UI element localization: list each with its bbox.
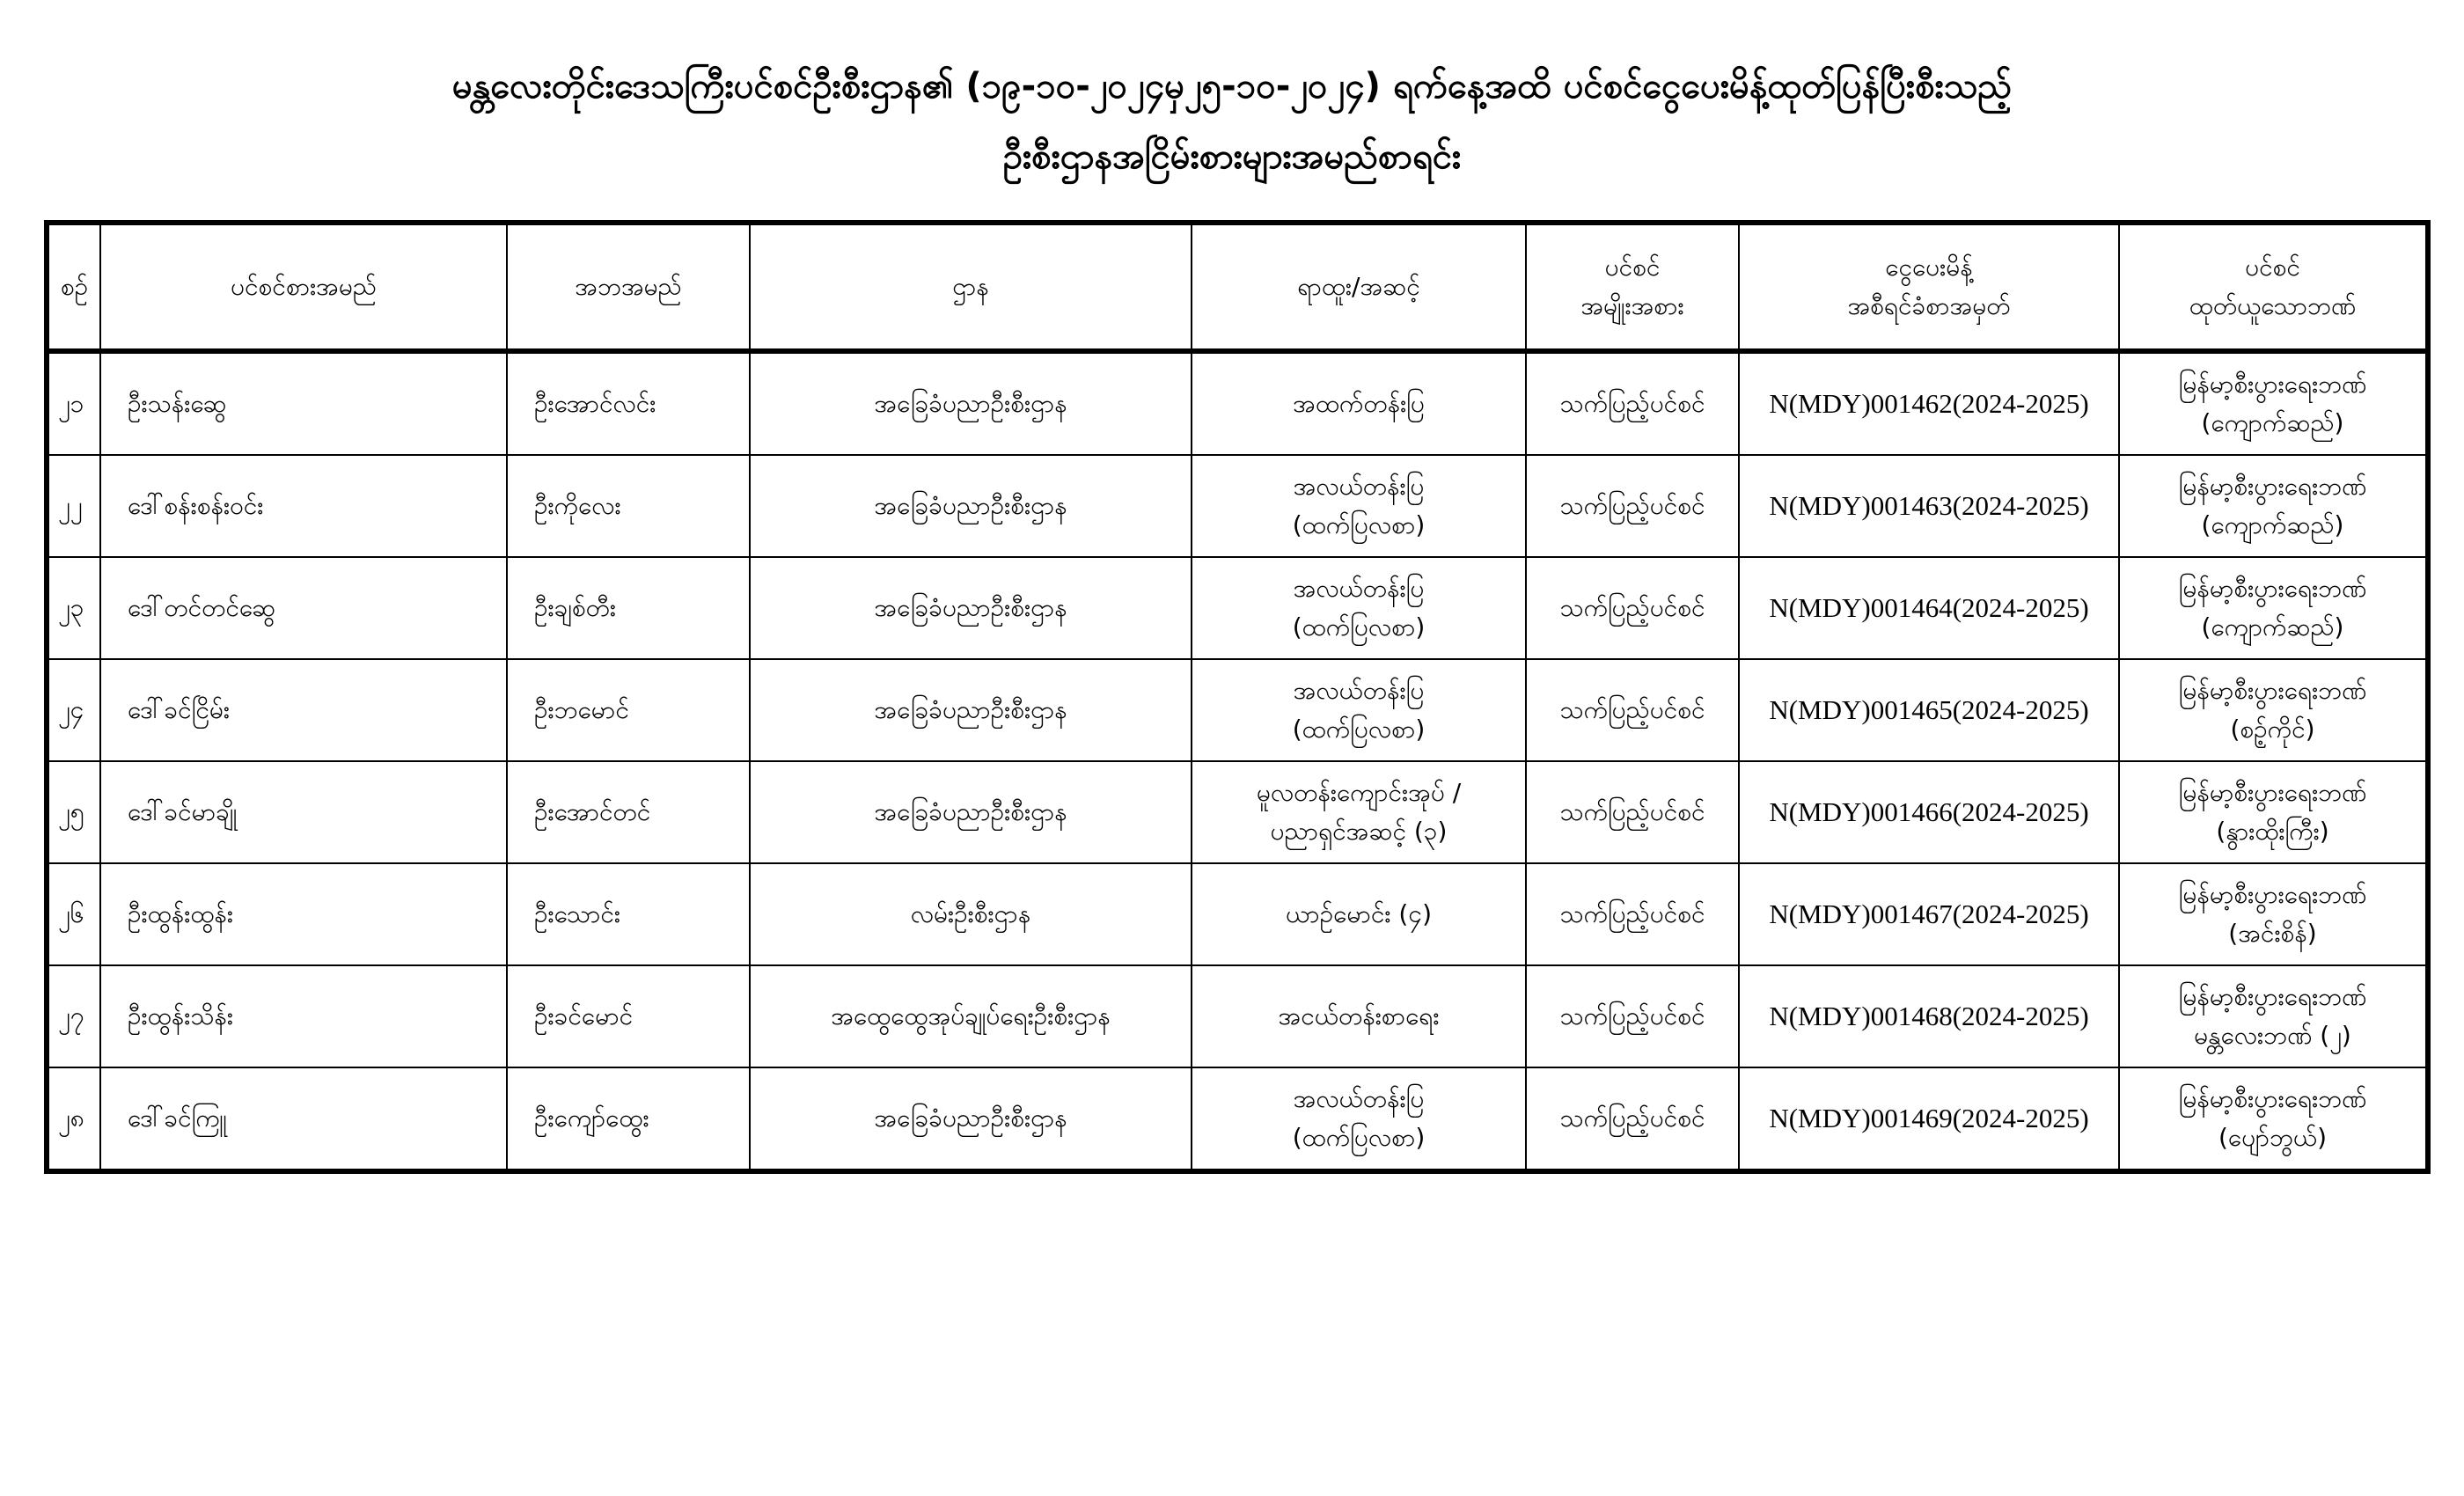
cell-line: ယာဉ်မောင်း (၄) bbox=[1285, 899, 1433, 928]
column-header-text: စဉ် bbox=[60, 272, 89, 301]
cell-pensioner: ဒေါ်စန်းစန်းဝင်း bbox=[100, 455, 507, 557]
table-header-row bbox=[47, 223, 2428, 351]
table-row bbox=[47, 659, 2428, 761]
cell-line: မြန်မာ့စီးပွားရေးဘဏ် bbox=[2178, 1084, 2367, 1113]
cell-line: (ကျောက်ဆည်) bbox=[2201, 510, 2344, 539]
cell-line: မန္တလေးဘဏ် (၂) bbox=[2194, 1021, 2351, 1050]
column-header-father bbox=[507, 223, 750, 351]
cell-father: ဦးအောင်လင်း bbox=[507, 351, 750, 455]
cell-pensioner: ဒေါ်တင်တင်ဆွေ bbox=[100, 557, 507, 659]
cell-pensioner: ဒေါ်ခင်ငြိမ်း bbox=[100, 659, 507, 761]
cell-pension-type: သက်ပြည့်ပင်စင် bbox=[1526, 1067, 1739, 1171]
column-header-no bbox=[47, 223, 100, 351]
cell-line: အလယ်တန်းပြ bbox=[1293, 574, 1425, 603]
cell-line: အငယ်တန်းစာရေး bbox=[1278, 1001, 1440, 1030]
cell-pensioner: ဒေါ်ခင်မာချို bbox=[100, 761, 507, 863]
column-header-department bbox=[750, 223, 1192, 351]
cell-rank bbox=[1192, 659, 1526, 761]
cell-order-no: N(MDY)001468(2024-2025) bbox=[1739, 965, 2119, 1067]
cell-bank bbox=[2119, 659, 2428, 761]
cell-pension-type: သက်ပြည့်ပင်စင် bbox=[1526, 455, 1739, 557]
cell-pension-type: သက်ပြည့်ပင်စင် bbox=[1526, 761, 1739, 863]
cell-line: (ပျော်ဘွယ်) bbox=[2218, 1123, 2328, 1152]
table-row bbox=[47, 761, 2428, 863]
cell-order-no: N(MDY)001463(2024-2025) bbox=[1739, 455, 2119, 557]
cell-line: (ထက်ပြလစာ) bbox=[1292, 1123, 1426, 1152]
page-title: မန္တလေးတိုင်းဒေသကြီးပင်စင်ဦးစီးဌာန၏ (၁၉-၁၀-၂၀၂၄မှ၂၅-၁၀-၂၀၂၄) ရက်နေ့အထိ ပင်စင်ငွေပေးမိန့်ထုတ်ပြန်ပြီးစီးသည့် bbox=[451, 66, 2013, 106]
cell-department: အခြေခံပညာဦးစီးဌာန bbox=[750, 761, 1192, 863]
cell-line: မြန်မာ့စီးပွားရေးဘဏ် bbox=[2178, 370, 2367, 399]
cell-line: မူလတန်းကျောင်းအုပ် / bbox=[1256, 778, 1462, 807]
column-header-text: ပင်စင်စားအမည် bbox=[231, 272, 377, 301]
cell-bank bbox=[2119, 455, 2428, 557]
column-header-text: အစီရင်ခံစာအမှတ် bbox=[1847, 291, 2011, 320]
table-row bbox=[47, 557, 2428, 659]
table-row bbox=[47, 863, 2428, 965]
table-row bbox=[47, 1067, 2428, 1171]
cell-bank bbox=[2119, 557, 2428, 659]
cell-department: အထွေထွေအုပ်ချုပ်ရေးဦးစီးဌာန bbox=[750, 965, 1192, 1067]
cell-line: အထက်တန်းပြ bbox=[1293, 389, 1425, 418]
cell-line: မြန်မာ့စီးပွားရေးဘဏ် bbox=[2178, 472, 2367, 501]
cell-bank bbox=[2119, 1067, 2428, 1171]
cell-line: (ကျောက်ဆည်) bbox=[2201, 408, 2344, 437]
cell-father: ဦးချစ်တီး bbox=[507, 557, 750, 659]
cell-father: ဦးဘမောင် bbox=[507, 659, 750, 761]
column-header-order-no bbox=[1739, 223, 2119, 351]
column-header-text: အဘအမည် bbox=[575, 272, 682, 301]
cell-department: အခြေခံပညာဦးစီးဌာန bbox=[750, 557, 1192, 659]
cell-bank bbox=[2119, 863, 2428, 965]
cell-line: (အင်းစိန်) bbox=[2228, 919, 2317, 948]
cell-rank bbox=[1192, 351, 1526, 455]
column-header-rank bbox=[1192, 223, 1526, 351]
cell-pensioner: ဒေါ်ခင်ကြူ bbox=[100, 1067, 507, 1171]
cell-line: (ထက်ပြလစာ) bbox=[1292, 510, 1426, 539]
cell-line: အလယ်တန်းပြ bbox=[1293, 472, 1425, 501]
cell-line: မြန်မာ့စီးပွားရေးဘဏ် bbox=[2178, 676, 2367, 705]
cell-rank bbox=[1192, 557, 1526, 659]
column-header-pension-type bbox=[1526, 223, 1739, 351]
cell-pensioner: ဦးသန်းဆွေ bbox=[100, 351, 507, 455]
cell-father: ဦးကျော်ထွေး bbox=[507, 1067, 750, 1171]
column-header-text: ပင်စင် bbox=[1604, 253, 1661, 282]
cell-no: ၂၆ bbox=[47, 863, 100, 965]
cell-line: ပညာရှင်အဆင့် (၃) bbox=[1270, 817, 1448, 846]
cell-department: အခြေခံပညာဦးစီးဌာန bbox=[750, 351, 1192, 455]
column-header-bank bbox=[2119, 223, 2428, 351]
cell-line: အလယ်တန်းပြ bbox=[1293, 1084, 1425, 1113]
cell-order-no: N(MDY)001467(2024-2025) bbox=[1739, 863, 2119, 965]
cell-line: မြန်မာ့စီးပွားရေးဘဏ် bbox=[2178, 778, 2367, 807]
cell-line: (ထက်ပြလစာ) bbox=[1292, 612, 1426, 642]
cell-department: အခြေခံပညာဦးစီးဌာန bbox=[750, 659, 1192, 761]
cell-line: (ထက်ပြလစာ) bbox=[1292, 715, 1426, 744]
cell-order-no: N(MDY)001466(2024-2025) bbox=[1739, 761, 2119, 863]
cell-pension-type: သက်ပြည့်ပင်စင် bbox=[1526, 659, 1739, 761]
cell-pension-type: သက်ပြည့်ပင်စင် bbox=[1526, 557, 1739, 659]
cell-order-no: N(MDY)001465(2024-2025) bbox=[1739, 659, 2119, 761]
column-header-text: ထုတ်ယူသောဘဏ် bbox=[2189, 291, 2357, 320]
cell-rank bbox=[1192, 1067, 1526, 1171]
cell-no: ၂၇ bbox=[47, 965, 100, 1067]
column-header-text: ရာထူး/အဆင့် bbox=[1297, 272, 1420, 301]
cell-pensioner: ဦးထွန်းသိန်း bbox=[100, 965, 507, 1067]
cell-line: မြန်မာ့စီးပွားရေးဘဏ် bbox=[2178, 880, 2367, 909]
cell-rank bbox=[1192, 761, 1526, 863]
cell-pension-type: သက်ပြည့်ပင်စင် bbox=[1526, 863, 1739, 965]
table-row bbox=[47, 351, 2428, 455]
cell-line: မြန်မာ့စီးပွားရေးဘဏ် bbox=[2178, 574, 2367, 603]
cell-no: ၂၂ bbox=[47, 455, 100, 557]
cell-line: (နွားထိုးကြီး) bbox=[2216, 817, 2329, 846]
cell-order-no: N(MDY)001462(2024-2025) bbox=[1739, 351, 2119, 455]
cell-no: ၂၁ bbox=[47, 351, 100, 455]
column-header-text: ပင်စင် bbox=[2245, 253, 2300, 282]
cell-bank bbox=[2119, 351, 2428, 455]
cell-line: အလယ်တန်းပြ bbox=[1293, 676, 1425, 705]
cell-department: အခြေခံပညာဦးစီးဌာန bbox=[750, 455, 1192, 557]
column-header-text: ဌာန bbox=[952, 272, 989, 301]
cell-no: ၂၄ bbox=[47, 659, 100, 761]
cell-department: လမ်းဦးစီးဌာန bbox=[750, 863, 1192, 965]
cell-pension-type: သက်ပြည့်ပင်စင် bbox=[1526, 965, 1739, 1067]
cell-rank bbox=[1192, 863, 1526, 965]
cell-father: ဦးခင်မောင် bbox=[507, 965, 750, 1067]
cell-father: ဦးအောင်တင် bbox=[507, 761, 750, 863]
cell-father: ဦးကိုလေး bbox=[507, 455, 750, 557]
page-subtitle: ဦးစီးဌာနအငြိမ်းစားများအမည်စာရင်း bbox=[1002, 136, 1462, 177]
cell-order-no: N(MDY)001469(2024-2025) bbox=[1739, 1067, 2119, 1171]
table-row bbox=[47, 455, 2428, 557]
cell-no: ၂၅ bbox=[47, 761, 100, 863]
cell-rank bbox=[1192, 965, 1526, 1067]
column-header-text: အမျိုးအစား bbox=[1580, 291, 1684, 320]
column-header-text: ငွေပေးမိန့် bbox=[1885, 253, 1973, 282]
pension-register-table bbox=[44, 220, 2431, 1174]
cell-bank bbox=[2119, 965, 2428, 1067]
cell-father: ဦးသောင်း bbox=[507, 863, 750, 965]
column-header-pensioner bbox=[100, 223, 507, 351]
cell-no: ၂၈ bbox=[47, 1067, 100, 1171]
cell-department: အခြေခံပညာဦးစီးဌာန bbox=[750, 1067, 1192, 1171]
cell-pensioner: ဦးထွန်းထွန်း bbox=[100, 863, 507, 965]
cell-line: (ကျောက်ဆည်) bbox=[2201, 612, 2344, 642]
cell-line: (စဉ့်ကိုင်) bbox=[2230, 715, 2315, 744]
cell-order-no: N(MDY)001464(2024-2025) bbox=[1739, 557, 2119, 659]
cell-line: မြန်မာ့စီးပွားရေးဘဏ် bbox=[2178, 982, 2367, 1011]
cell-rank bbox=[1192, 455, 1526, 557]
table-row bbox=[47, 965, 2428, 1067]
cell-no: ၂၃ bbox=[47, 557, 100, 659]
cell-pension-type: သက်ပြည့်ပင်စင် bbox=[1526, 351, 1739, 455]
cell-bank bbox=[2119, 761, 2428, 863]
